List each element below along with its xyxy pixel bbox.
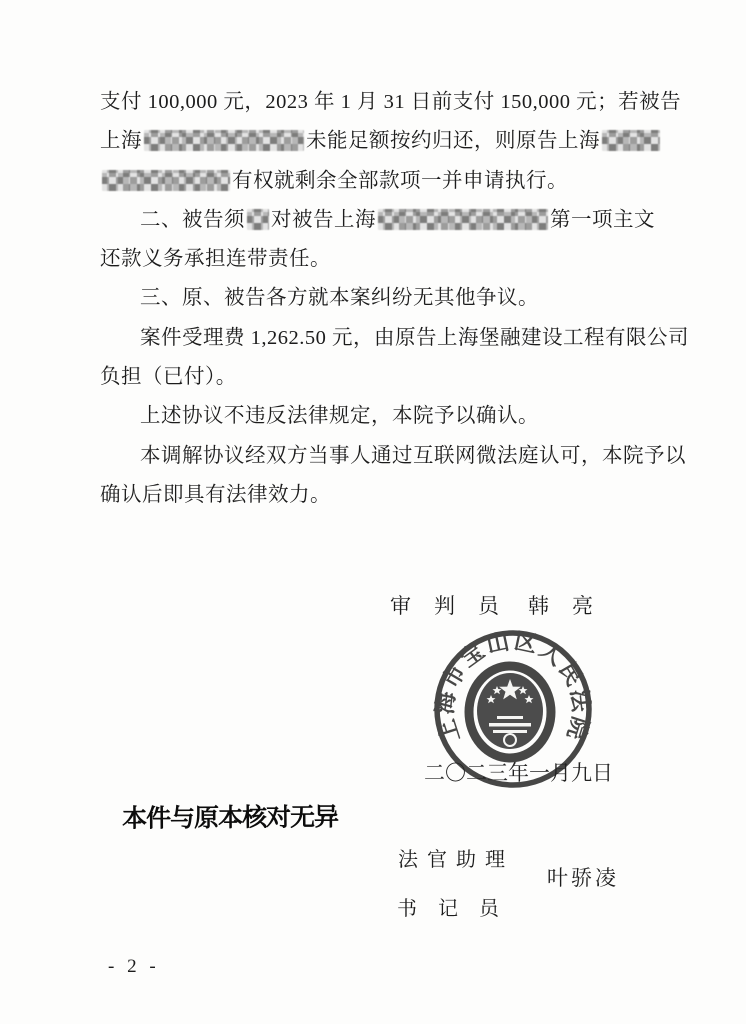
body-text-segment: 第一项主文	[550, 208, 655, 231]
redaction-block	[102, 170, 230, 191]
body-line	[100, 397, 675, 436]
body-line	[100, 319, 689, 358]
body-line	[100, 240, 675, 279]
document-body	[100, 83, 689, 515]
judge-assistant-title: 法官助理	[398, 849, 514, 871]
redaction-block	[378, 209, 548, 230]
redaction-block	[247, 209, 269, 230]
clerk-title: 书记员	[397, 898, 520, 920]
seal-court-name: 上海市宝山区人民法院	[432, 628, 594, 746]
body-line	[100, 122, 675, 161]
body-text-segment: 确认后即具有法律效力。	[100, 483, 331, 506]
body-line	[100, 83, 682, 122]
judge-title: 审判员	[390, 594, 522, 618]
body-text-segment: 本调解协议经双方当事人通过互联网微法庭认可，本院予以	[140, 444, 686, 467]
body-text-segment: 负担（已付）。	[100, 366, 237, 389]
redaction-block	[602, 130, 660, 151]
body-text-segment: 上海	[100, 130, 142, 153]
judge-name: 韩亮	[528, 594, 616, 618]
redaction-block	[144, 130, 304, 151]
body-text-segment: 二、被告须	[140, 208, 245, 231]
body-text-segment: 还款义务承担连带责任。	[100, 248, 331, 271]
body-text-segment: 案件受理费 1,262.50 元，由原告上海堡融建设工程有限公司	[140, 326, 689, 349]
body-text-segment: 上述协议不违反法律规定，本院予以确认。	[140, 405, 539, 428]
body-text-segment: 未能足额按约归还，则原告上海	[306, 130, 600, 153]
body-line	[100, 201, 675, 240]
page-number: - 2 -	[108, 956, 160, 977]
body-line	[100, 162, 675, 201]
body-line	[100, 437, 686, 476]
judge-signature-row	[390, 590, 616, 620]
body-text-segment: 对被告上海	[271, 208, 376, 231]
body-line	[100, 476, 675, 515]
body-text-segment: 支付 100,000 元，2023 年 1 月 31 日前支付 150,000 元；若被告	[100, 91, 682, 113]
body-line	[100, 279, 675, 318]
clerk-name: 叶骄凌	[547, 866, 619, 890]
body-line	[100, 358, 675, 397]
national-emblem-icon	[469, 666, 551, 758]
body-text-segment: 三、原、被告各方就本案纠纷无其他争议。	[140, 287, 539, 310]
judgment-date: 二〇二三年一月九日	[424, 761, 613, 785]
verification-stamp: 本件与原本核对无异	[121, 803, 339, 833]
body-text-segment: 有权就剩余全部款项一并申请执行。	[232, 169, 568, 192]
